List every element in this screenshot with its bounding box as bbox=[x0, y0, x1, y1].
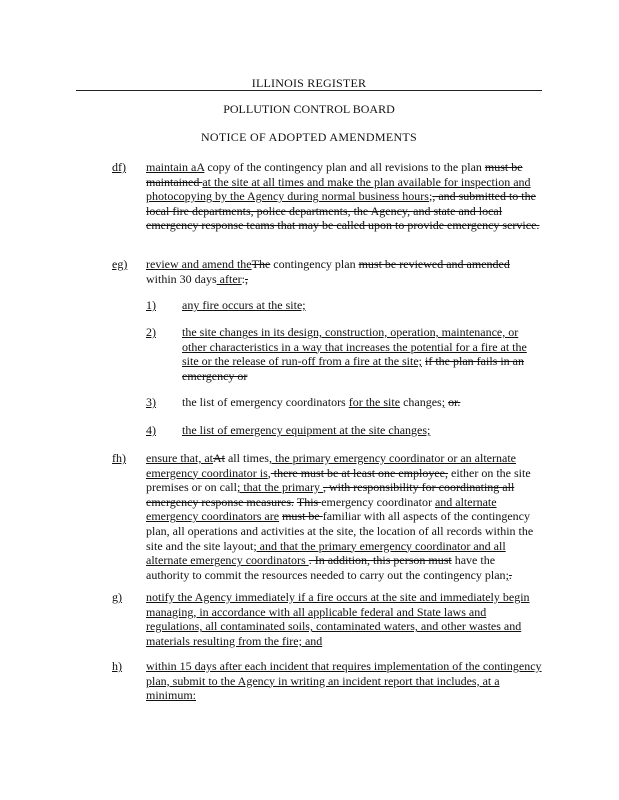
inserted-text: ; that the primary bbox=[236, 480, 323, 495]
inserted-text: after bbox=[216, 271, 242, 286]
deleted-text: At bbox=[212, 451, 225, 465]
deleted-text: must be bbox=[484, 160, 523, 174]
subitem-label: 2) bbox=[146, 325, 156, 339]
text-run: the list of emergency coordinators bbox=[182, 395, 349, 409]
text-run: premises or on call bbox=[146, 480, 237, 495]
text-line bbox=[182, 423, 542, 438]
text-line bbox=[146, 466, 546, 481]
deleted-text: emergency response measures. bbox=[146, 494, 295, 509]
text-line bbox=[146, 272, 546, 287]
text-line bbox=[146, 688, 546, 703]
paragraph-body bbox=[146, 257, 546, 286]
paragraph-label: df) bbox=[112, 160, 126, 174]
inserted-text: for the site bbox=[348, 395, 401, 409]
inserted-text: other characteristics in a way that increases the potential for a fire at the bbox=[182, 339, 527, 354]
inserted-text: notify the Agency immediately if a fire occurs at the site and immediately begin bbox=[146, 590, 530, 604]
text-line bbox=[146, 590, 546, 605]
text-line bbox=[182, 354, 542, 369]
text-line bbox=[146, 539, 546, 554]
paragraph-label: fh) bbox=[112, 451, 126, 465]
inserted-text: emergency coordinators are bbox=[146, 509, 280, 524]
inserted-text: emergency coordinator is bbox=[146, 465, 268, 480]
paragraph-label: g) bbox=[112, 590, 122, 604]
deleted-text: maintained bbox=[146, 174, 203, 189]
inserted-text: site or the release of run-off from a fire at the site; bbox=[182, 354, 423, 369]
text-line bbox=[146, 160, 546, 175]
text-line bbox=[146, 480, 546, 495]
deleted-text: . bbox=[457, 395, 461, 409]
subitem-body bbox=[182, 395, 542, 410]
inserted-text: at the site at all times and make the plan available for inspection and bbox=[202, 174, 531, 189]
deleted-text: local fire departments, police departments, the Agency, and state and local bbox=[146, 203, 503, 218]
paragraph-body bbox=[146, 659, 546, 703]
text-run: all times bbox=[224, 451, 269, 465]
text-line bbox=[146, 553, 546, 568]
inserted-text: maintain aA bbox=[146, 160, 205, 174]
subitem-label: 3) bbox=[146, 395, 156, 409]
paragraph-body bbox=[146, 451, 546, 582]
subitem-label: 4) bbox=[146, 423, 156, 437]
text-line bbox=[182, 340, 542, 355]
deleted-text: must be bbox=[282, 509, 323, 524]
text-line bbox=[146, 495, 546, 510]
header-rule bbox=[76, 90, 542, 91]
text-run: contingency plan bbox=[270, 257, 359, 271]
text-line bbox=[182, 298, 542, 313]
deleted-text: emergency or bbox=[182, 368, 248, 383]
register-header: ILLINOIS REGISTER bbox=[251, 76, 367, 90]
inserted-text: ; bbox=[441, 395, 446, 409]
board-title: POLLUTION CONTROL BOARD bbox=[223, 102, 395, 116]
text-run: have the bbox=[451, 553, 496, 568]
inserted-text: , the primary emergency coordinator or an alternate bbox=[268, 451, 516, 465]
text-run: : bbox=[241, 271, 245, 286]
deleted-text: The bbox=[251, 257, 271, 271]
deleted-text: there must be at least one employee, bbox=[270, 465, 449, 480]
text-line bbox=[146, 257, 546, 272]
text-line bbox=[146, 634, 546, 649]
deleted-text: , bbox=[245, 271, 248, 286]
text-run: authority to commit the resources needed to carry out the contingency plan bbox=[146, 567, 506, 582]
inserted-text: regulations, all contaminated soils, contaminated waters, and other wastes and bbox=[146, 619, 522, 634]
paragraph-label: eg) bbox=[112, 257, 128, 271]
deleted-text: must be reviewed and amended bbox=[358, 257, 510, 271]
text-run: either on the site bbox=[448, 465, 531, 480]
deleted-text: , and submitted to the bbox=[432, 189, 536, 204]
text-line bbox=[146, 509, 546, 524]
deleted-text: if the plan fails in an bbox=[425, 354, 524, 369]
inserted-text: ; bbox=[505, 567, 509, 582]
inserted-text: materials resulting from the fire; and bbox=[146, 633, 323, 648]
inserted-text: review and amend the bbox=[146, 257, 252, 271]
text-run: site and the site layout bbox=[146, 538, 254, 553]
deleted-text: . bbox=[508, 567, 512, 582]
text-run: emergency coordinator bbox=[321, 494, 435, 509]
text-line bbox=[146, 659, 546, 674]
text-line bbox=[146, 524, 546, 539]
inserted-text: alternate emergency coordinators bbox=[146, 553, 309, 568]
subitem-body bbox=[182, 325, 542, 383]
inserted-text: ; and that the primary emergency coordinator and all bbox=[253, 538, 506, 553]
inserted-text: minimum: bbox=[146, 688, 197, 703]
text-run: familiar with all aspects of the contingency bbox=[322, 509, 530, 524]
text-run: changes bbox=[400, 395, 442, 409]
text-line bbox=[146, 189, 546, 204]
text-run: ; bbox=[428, 189, 433, 204]
subitem-label: 1) bbox=[146, 298, 156, 312]
inserted-text: the list of emergency equipment at the site changes; bbox=[182, 423, 431, 437]
paragraph-label: h) bbox=[112, 659, 122, 673]
inserted-text: plan, submit to the Agency in writing an incident report that includes, at a bbox=[146, 673, 500, 688]
deleted-text: or bbox=[448, 395, 458, 409]
text-line bbox=[146, 619, 546, 634]
notice-title: NOTICE OF ADOPTED AMENDMENTS bbox=[200, 130, 418, 144]
inserted-text: and alternate bbox=[434, 494, 497, 509]
text-run: copy of the contingency plan and all revisions to the plan bbox=[204, 160, 485, 174]
deleted-text: . In addition, this person must bbox=[308, 553, 452, 568]
text-line bbox=[182, 325, 542, 340]
inserted-text: within 15 days after each incident that requires implementation of the contingency bbox=[146, 659, 542, 673]
deleted-text: , with responsibility for coordinating all bbox=[322, 480, 515, 495]
text-line bbox=[146, 674, 546, 689]
text-line bbox=[146, 175, 546, 190]
inserted-text: any fire occurs at the site; bbox=[182, 298, 306, 312]
text-run: plan, all operations and activities at the site, the location of all records within the bbox=[146, 523, 534, 538]
text-run: , bbox=[267, 465, 271, 480]
text-line bbox=[182, 369, 542, 384]
text-run: within 30 days bbox=[146, 271, 217, 286]
inserted-text: ensure that, at bbox=[146, 451, 213, 465]
paragraph-body bbox=[146, 160, 546, 233]
inserted-text: the site changes in its design, construction, operation, maintenance, or bbox=[182, 325, 519, 339]
text-line bbox=[182, 395, 542, 410]
text-line bbox=[146, 568, 546, 583]
text-line bbox=[146, 204, 546, 219]
deleted-text: This bbox=[296, 494, 322, 509]
text-line bbox=[146, 605, 546, 620]
inserted-text: managing, in accordance with all applicable federal and State laws and bbox=[146, 604, 487, 619]
inserted-text: photocopying by the Agency during normal business hours bbox=[146, 189, 429, 204]
text-line bbox=[146, 451, 546, 466]
paragraph-body bbox=[146, 590, 546, 648]
deleted-text: emergency response teams that may be called upon to provide emergency service. bbox=[146, 218, 540, 233]
subitem-body bbox=[182, 423, 542, 438]
text-line bbox=[146, 218, 546, 233]
subitem-body bbox=[182, 298, 542, 313]
